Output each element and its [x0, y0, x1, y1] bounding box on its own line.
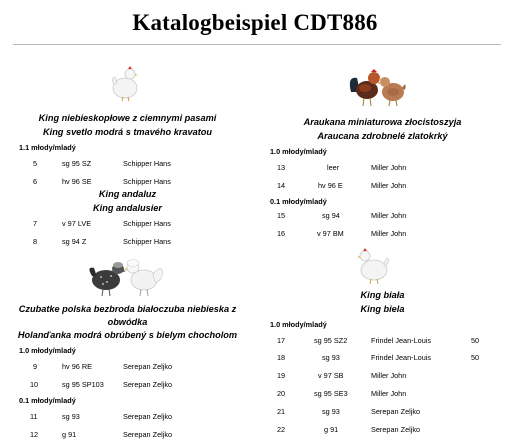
entry-grade: v 97 LVE	[62, 219, 92, 228]
entry-owner: Serepan Zeljko	[123, 412, 173, 421]
entry-grade: g 91	[324, 425, 339, 434]
list-item	[255, 407, 510, 417]
group-heading: 1.0 młody/mladý	[270, 147, 327, 156]
entry-number: 21	[277, 407, 286, 416]
entry-grade: sg 94	[322, 211, 340, 220]
entry-number: 20	[277, 389, 286, 398]
entry-number: 17	[277, 336, 286, 345]
entry-number: 5	[33, 159, 38, 168]
araucana-pair-icon	[347, 66, 409, 108]
breed-title-pl: Czubatke polska bezbroda białoczuba niebieska z obwódka	[18, 304, 237, 327]
list-item	[0, 159, 255, 169]
entry-number: 15	[277, 211, 286, 220]
entry-number: 10	[30, 380, 39, 389]
entry-owner: Frindel Jean-Louis	[371, 336, 432, 345]
entry-grade: hv 96 RE	[62, 362, 93, 371]
entry-owner: Miller John	[371, 211, 407, 220]
entry-number: 12	[30, 430, 39, 439]
list-item	[255, 336, 510, 346]
breed-title-sk: Araucana zdrobnelé zlatokrký	[317, 131, 448, 141]
entry-owner: Schipper Hans	[123, 237, 171, 246]
entry-grade: leer	[327, 163, 340, 172]
list-item	[255, 389, 510, 399]
group-heading: 0.1 młody/mladý	[270, 197, 327, 206]
group-heading: 1.0 młody/mladý	[270, 320, 327, 329]
entry-owner: Miller John	[371, 163, 407, 172]
entry-owner: Miller John	[371, 181, 407, 190]
list-item	[0, 430, 255, 440]
breed-title-sk: King andalusier	[93, 203, 162, 213]
list-item	[0, 237, 255, 247]
entry-number: 8	[33, 237, 38, 246]
entry-owner: Serepan Zeljko	[123, 380, 173, 389]
entry-grade: v 97 BM	[317, 229, 344, 238]
list-item	[255, 425, 510, 435]
entry-owner: Schipper Hans	[123, 177, 171, 186]
entry-grade: sg 95 SE3	[314, 389, 348, 398]
entry-owner: Miller John	[371, 229, 407, 238]
entry-owner: Serepan Zeljko	[123, 430, 173, 439]
white-hen-icon	[108, 64, 142, 102]
list-item	[0, 380, 255, 390]
entry-grade: sg 95 SP103	[62, 380, 104, 389]
entry-price: 50	[471, 336, 480, 345]
list-item	[0, 219, 255, 229]
group-heading: 0.1 młody/mladý	[19, 396, 76, 405]
entry-owner: Schipper Hans	[123, 219, 171, 228]
entry-number: 13	[277, 163, 286, 172]
entry-owner: Serepan Zeljko	[371, 425, 421, 434]
breed-title-pl: King andaluz	[98, 189, 157, 199]
list-item	[255, 163, 510, 173]
entry-number: 7	[33, 219, 38, 228]
entry-number: 9	[33, 362, 38, 371]
entry-grade: sg 95 SZ	[62, 159, 92, 168]
list-item	[255, 353, 510, 363]
list-item	[0, 362, 255, 372]
entry-grade: sg 93	[62, 412, 80, 421]
entry-number: 19	[277, 371, 286, 380]
entry-owner: Schipper Hans	[123, 159, 171, 168]
list-item	[0, 412, 255, 422]
list-item	[255, 229, 510, 239]
entry-number: 14	[277, 181, 286, 190]
entry-grade: hv 96 E	[318, 181, 343, 190]
entry-number: 18	[277, 353, 286, 362]
entry-owner: Serepan Zeljko	[123, 362, 173, 371]
entry-number: 22	[277, 425, 286, 434]
group-heading: 1.1 młody/mladý	[19, 143, 76, 152]
entry-grade: sg 93	[322, 353, 340, 362]
entry-number: 6	[33, 177, 38, 186]
entry-grade: sg 93	[322, 407, 340, 416]
entry-number: 11	[30, 412, 38, 421]
entry-owner: Serepan Zeljko	[371, 407, 421, 416]
title-divider	[13, 44, 501, 45]
breed-title-pl: King niebieskopłowe z ciemnymi pasami	[38, 113, 217, 123]
list-item	[255, 181, 510, 191]
entry-owner: Miller John	[371, 389, 407, 398]
breed-title-sk: King biela	[360, 304, 405, 314]
entry-price: 50	[471, 353, 480, 362]
entry-owner: Frindel Jean-Louis	[371, 353, 432, 362]
group-heading: 1.0 młody/mladý	[19, 346, 76, 355]
entry-grade: g 91	[62, 430, 77, 439]
entry-grade: hv 96 SE	[62, 177, 92, 186]
list-item	[0, 177, 255, 187]
entry-grade: sg 94 Z	[62, 237, 87, 246]
entry-grade: sg 95 SZ2	[314, 336, 348, 345]
entry-owner: Miller John	[371, 371, 407, 380]
breed-title-sk: Holanďanka modrá obrúbený s bielym chocholom	[17, 330, 238, 340]
list-item	[255, 211, 510, 221]
entry-grade: v 97 SB	[318, 371, 344, 380]
white-hen-icon	[355, 245, 393, 285]
breed-title-sk: King svetlo modrá s tmavého kravatou	[43, 127, 212, 137]
page-title: Katalogbeispiel CDT886	[132, 10, 378, 35]
breed-title-pl: Araukana miniaturowa złocistoszyja	[303, 117, 462, 127]
list-item	[255, 371, 510, 381]
crested-chickens-icon	[84, 256, 166, 298]
breed-title-pl: King biała	[360, 290, 405, 300]
entry-number: 16	[277, 229, 286, 238]
